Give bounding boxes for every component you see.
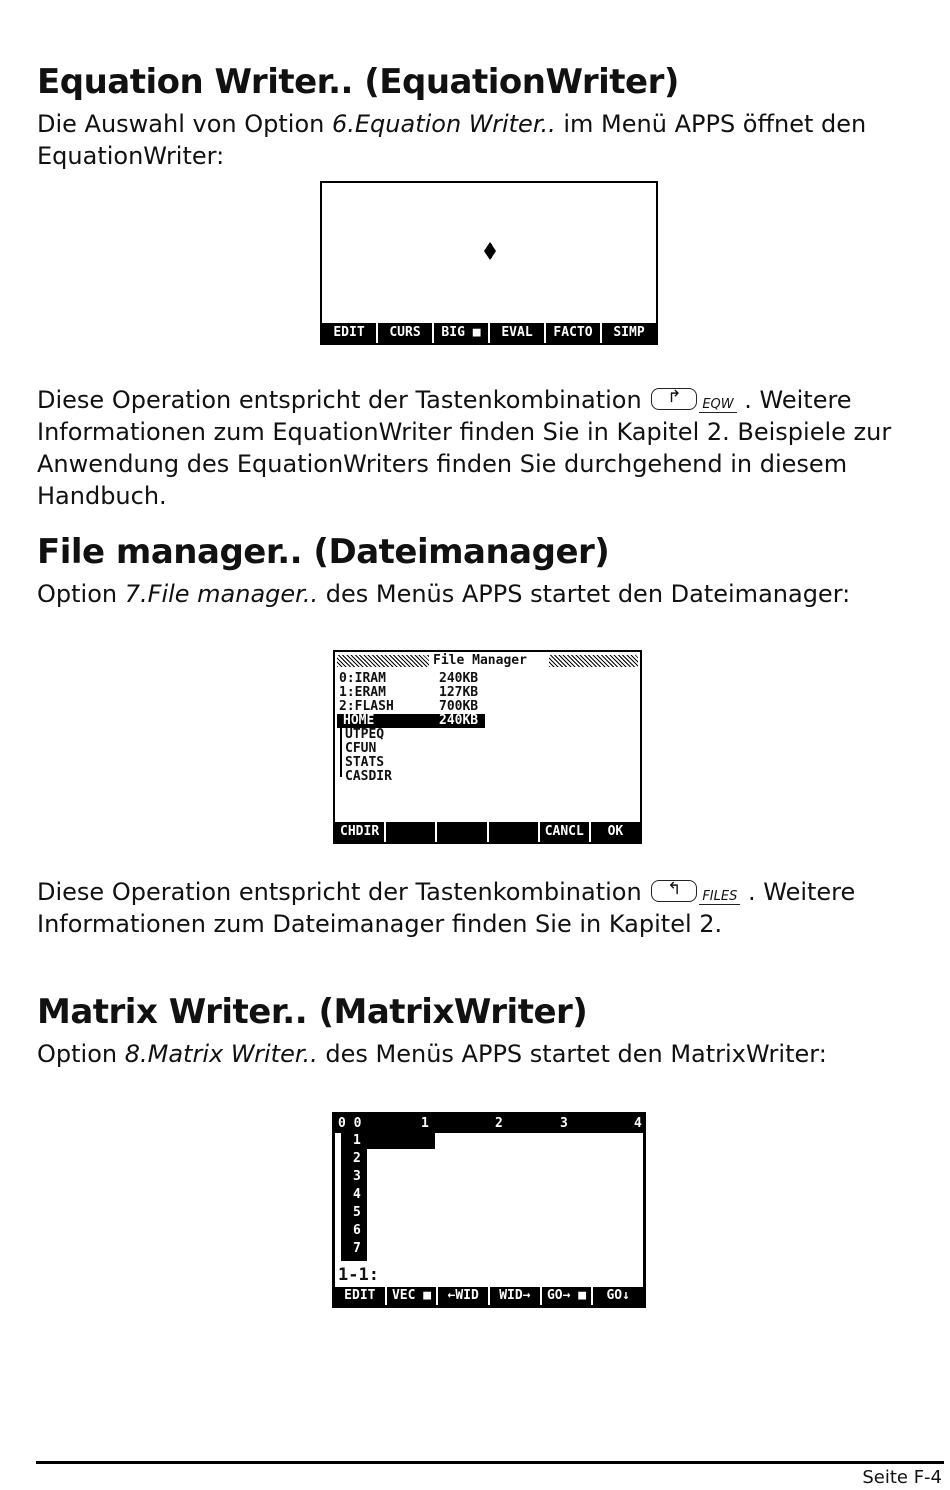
column-header-bar (335, 1115, 643, 1133)
menu-key-ok[interactable]: OK (591, 822, 640, 842)
right-shift-key-icon: ↱ (651, 388, 697, 410)
file-row-selected[interactable]: HOME 240KB (337, 714, 485, 728)
left-shift-key-icon: ↰ (651, 880, 697, 902)
menu-key-empty[interactable] (386, 822, 435, 842)
file-row[interactable]: CASDIR (345, 769, 392, 784)
row-header: 2 (353, 1151, 361, 1166)
selected-cell[interactable] (367, 1133, 435, 1149)
menu-key-edit[interactable]: EDIT (335, 1287, 385, 1305)
menu-key-wid-left[interactable]: ←WID (438, 1287, 488, 1305)
section-intro-matrix-writer: Option 8.Matrix Writer.. des Menüs APPS startet den MatrixWriter: (37, 1040, 827, 1068)
section-intro-equation-writer: Die Auswahl von Option 6.Equation Writer.. im Menü APPS öffnet den EquationWriter: (37, 110, 867, 170)
footer-rule (36, 1461, 944, 1464)
title-pattern-left (337, 655, 429, 667)
file-row[interactable]: STATS (345, 755, 385, 770)
menu-key-wid-right[interactable]: WID→ (490, 1287, 540, 1305)
column-header: 4 (634, 1116, 642, 1131)
file-manager-title: File Manager (433, 653, 527, 668)
menu-key-eval[interactable]: EVAL (490, 323, 544, 343)
menu-key-go-right[interactable]: GO→ ■ (542, 1287, 592, 1305)
file-row[interactable]: UTPEQ (345, 727, 385, 742)
cursor-icon (482, 241, 498, 261)
file-row[interactable]: 2:FLASH 700KB (339, 699, 479, 714)
menu-key-empty[interactable] (489, 822, 538, 842)
file-manager-screen (333, 650, 642, 844)
file-row[interactable]: 0:IRAM 240KB (339, 671, 479, 686)
title-pattern-right (549, 655, 638, 667)
menu-key-go-down[interactable]: GO↓ (593, 1287, 643, 1305)
files-key-label: FILES (699, 890, 740, 905)
menu-key-edit[interactable]: EDIT (322, 323, 376, 343)
equation-writer-menu (322, 323, 656, 343)
column-header: 1 (421, 1116, 429, 1131)
file-manager-menu (335, 822, 640, 842)
section-title-matrix-writer: Matrix Writer.. (MatrixWriter) (37, 992, 588, 1032)
menu-key-empty[interactable] (437, 822, 486, 842)
row-header: 1 (353, 1133, 361, 1148)
menu-key-chdir[interactable]: CHDIR (335, 822, 384, 842)
section-title-file-manager: File manager.. (Dateimanager) (37, 532, 610, 572)
row-header: 6 (353, 1223, 361, 1238)
row-header: 5 (353, 1205, 361, 1220)
equation-writer-screen (320, 181, 658, 345)
file-row[interactable]: CFUN (345, 741, 377, 756)
eqw-key-label: EQW (699, 398, 736, 413)
matrix-writer-screen (332, 1112, 646, 1308)
cell-position: 0 0 (338, 1116, 362, 1131)
page-number: Seite F-4 (862, 1467, 942, 1488)
menu-key-curs[interactable]: CURS (378, 323, 432, 343)
menu-key-vec[interactable]: VEC ■ (387, 1287, 437, 1305)
section-after-equation-writer: Diese Operation entspricht der Tastenkombination ↱ EQW . Weitere Informationen zum EquationWriter finden Sie in Kapitel 2. Beispiele zur Anwendung des EquationWriters finden Sie durchgehend in diesem Handbuch. (37, 386, 892, 510)
edit-line[interactable]: 1-1: (338, 1265, 379, 1285)
section-intro-file-manager: Option 7.File manager.. des Menüs APPS startet den Dateimanager: (37, 580, 851, 608)
row-header: 4 (353, 1187, 361, 1202)
menu-key-big[interactable]: BIG ■ (434, 323, 488, 343)
column-header: 3 (560, 1116, 568, 1131)
section-after-file-manager: Diese Operation entspricht der Tastenkombination ↰ FILES . Weitere Informationen zum Dateimanager finden Sie in Kapitel 2. (37, 878, 856, 938)
file-row[interactable]: 1:ERAM 127KB (339, 685, 479, 700)
row-header: 3 (353, 1169, 361, 1184)
tree-line (340, 728, 342, 777)
menu-key-cancl[interactable]: CANCL (540, 822, 589, 842)
column-header: 2 (495, 1116, 503, 1131)
menu-key-simp[interactable]: SIMP (602, 323, 656, 343)
row-header: 7 (353, 1241, 361, 1256)
section-title-equation-writer: Equation Writer.. (EquationWriter) (37, 62, 679, 102)
matrix-writer-menu (335, 1287, 643, 1305)
menu-key-facto[interactable]: FACTO (546, 323, 600, 343)
